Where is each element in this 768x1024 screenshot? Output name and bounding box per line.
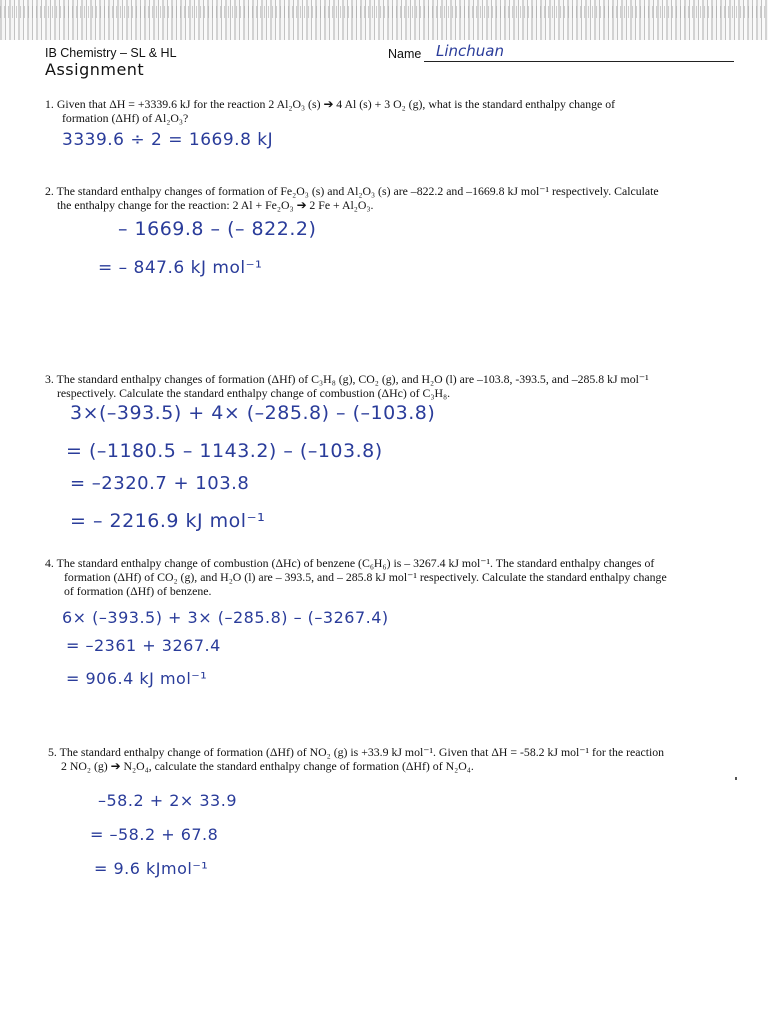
answer-line: = 9.6 kJmol⁻¹ [94, 859, 209, 878]
question-2 [45, 184, 659, 212]
question-number: 5. [48, 745, 57, 759]
answer-line: = 906.4 kJ mol⁻¹ [66, 669, 208, 688]
question-text-line: Given that ΔH = +3339.6 kJ for the reaction 2 Al₂O₃ (s) ➔ 4 Al (s) + 3 O₂ (g), what is the standard enthalpy change of [56, 97, 616, 111]
question-number: 3. [45, 372, 54, 386]
answer-line: 3339.6 ÷ 2 = 1669.8 kJ [62, 130, 274, 150]
question-1 [45, 97, 615, 125]
name-value-handwritten: Linchuan [436, 42, 504, 60]
question-4 [45, 556, 667, 598]
name-underline [424, 61, 734, 62]
answer-line: = –2361 + 3267.4 [66, 636, 221, 655]
answer-line: = (–1180.5 – 1143.2) – (–103.8) [66, 440, 383, 462]
question-text-line: The standard enthalpy changes of formation (ΔHf) of C₃H₈ (g), CO₂ (g), and H₂O (l) are –103.8, -393.5, and –285.8 kJ mol⁻¹ [56, 372, 649, 386]
question-text-line: formation (ΔHf) of Al₂O₃? [62, 111, 189, 125]
question-5 [48, 745, 664, 773]
question-text-line: The standard enthalpy change of formation (ΔHf) of NO₂ (g) is +33.9 kJ mol⁻¹. Given that ΔH = -58.2 kJ mol⁻¹ for the reaction [59, 745, 665, 759]
answer-line: –58.2 + 2× 33.9 [98, 791, 237, 810]
question-text-line: the enthalpy change for the reaction: 2 Al + Fe₂O₃ ➔ 2 Fe + Al₂O₃. [57, 198, 374, 212]
answer-line: 6× (–393.5) + 3× (–285.8) – (–3267.4) [62, 608, 389, 627]
answer-line: = –2320.7 + 103.8 [70, 473, 250, 494]
course-label: IB Chemistry – SL & HL [45, 46, 177, 60]
question-text-line: The standard enthalpy changes of formation of Fe₂O₃ (s) and Al₂O₃ (s) are –822.2 and –1669.8 kJ mol⁻¹ respectively. Calculate [56, 184, 659, 198]
question-text-line: The standard enthalpy change of combustion (ΔHc) of benzene (C₆H₆) is – 3267.4 kJ mol⁻¹. The standard enthalpy changes of [56, 556, 655, 570]
question-number: 2. [45, 184, 54, 198]
answer-line: = –58.2 + 67.8 [90, 825, 219, 844]
answer-line: 3×(–393.5) + 4× (–285.8) – (–103.8) [70, 402, 436, 424]
page-title: Assignment [45, 60, 145, 79]
name-label: Name [388, 47, 422, 61]
answer-line: = – 847.6 kJ mol⁻¹ [98, 258, 263, 278]
question-text-line: formation (ΔHf) of CO₂ (g), and H₂O (l) are – 393.5, and – 285.8 kJ mol⁻¹ respectively. Calculate the standard enthalpy change [64, 570, 667, 584]
question-text-line: respectively. Calculate the standard enthalpy change of combustion (ΔHc) of C₃H₈. [57, 386, 451, 400]
answer-line: = – 2216.9 kJ mol⁻¹ [70, 510, 266, 532]
question-number: 1. [45, 97, 54, 111]
scan-noise-strip [0, 0, 768, 40]
question-text-line: of formation (ΔHf) of benzene. [64, 584, 212, 598]
answer-line: – 1669.8 – (– 822.2) [118, 218, 317, 240]
question-number: 4. [45, 556, 54, 570]
question-text-line: 2 NO₂ (g) ➔ N₂O₄, calculate the standard enthalpy change of formation (ΔHf) of N₂O₄. [61, 759, 474, 773]
stray-mark [735, 777, 737, 780]
question-3 [45, 372, 649, 400]
